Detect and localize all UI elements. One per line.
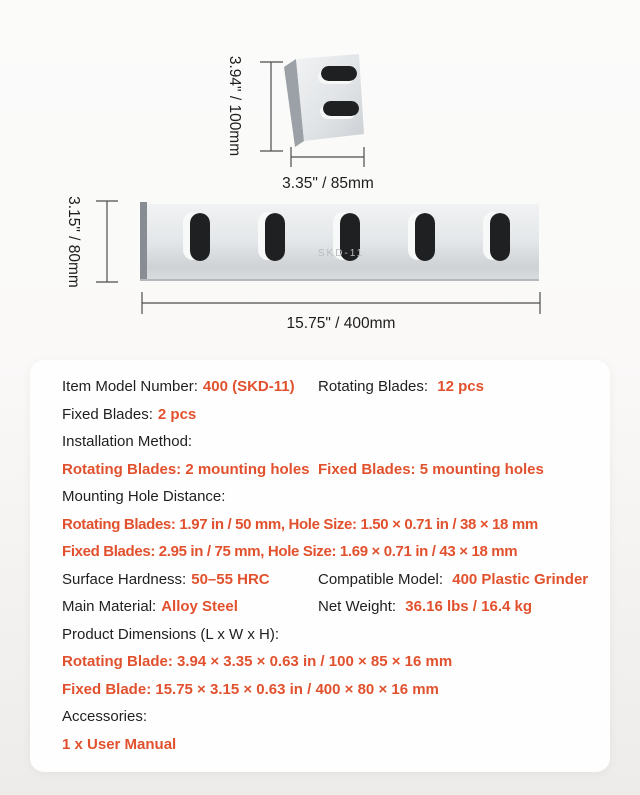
spec-label-compatible: Compatible Model: <box>318 570 444 588</box>
spec-row-dimensions-fixed <box>62 676 578 704</box>
spec-pair-model <box>62 378 318 395</box>
spec-row-accessories-heading <box>62 703 578 731</box>
spec-row-model <box>62 373 578 401</box>
spec-heading-installation: Installation Method: <box>62 433 193 451</box>
spec-pair-compatible <box>318 571 588 588</box>
spec-label-model: Item Model Number: <box>62 378 198 396</box>
spec-value-material: Alloy Steel <box>161 598 238 616</box>
spec-value-hole-distance-fixed: Fixed Blades: 2.95 in / 75 mm, Hole Size: 1.69 × 0.71 in / 43 × 18 mm <box>62 543 518 561</box>
spec-pair-rotating-count <box>318 378 484 395</box>
spec-value-weight: 36.16 lbs / 16.4 kg <box>405 598 533 616</box>
fixed-blade-top-highlight <box>147 202 539 204</box>
spec-pair-weight <box>318 598 532 615</box>
spec-label-hardness: Surface Hardness: <box>62 570 187 588</box>
fixed-blade-left-edge <box>140 202 147 281</box>
rotating-blade-width-label: 3.35" / 85mm <box>282 175 374 192</box>
spec-value-hardness: 50–55 HRC <box>191 570 270 588</box>
spec-value-hole-distance-rotating: Rotating Blades: 1.97 in / 50 mm, Hole Size: 1.50 × 0.71 in / 38 × 18 mm <box>62 515 538 533</box>
fixed-blade-bottom-edge <box>140 279 539 281</box>
diagram-canvas <box>0 0 640 350</box>
fixed-blade-drawing <box>140 202 539 281</box>
spec-row-hardness-compatible <box>62 566 589 594</box>
spec-col-installation-rotating <box>62 461 318 478</box>
spec-row-dimensions-rotating <box>62 648 578 676</box>
spec-label-material: Main Material: <box>62 598 157 616</box>
rotating-blade-slot <box>318 66 357 84</box>
spec-row-hole-distance-heading <box>62 483 578 511</box>
spec-row-material-weight <box>62 593 578 621</box>
spec-row-fixed-count <box>62 401 578 429</box>
spec-panel <box>30 360 610 772</box>
spec-value-model: 400 (SKD-11) <box>202 378 295 396</box>
fixed-blade-slot <box>483 212 510 261</box>
spec-value-installation-fixed: Fixed Blades: 5 mounting holes <box>318 460 544 478</box>
spec-value-dimensions-fixed: Fixed Blade: 15.75 × 3.15 × 0.63 in / 400 × 80 × 16 mm <box>62 680 439 698</box>
spec-heading-hole-distance: Mounting Hole Distance: <box>62 488 226 506</box>
spec-heading-dimensions: Product Dimensions (L x W x H): <box>62 625 279 643</box>
fixed-blade-width-label: 15.75" / 400mm <box>286 315 396 332</box>
spec-value-installation-rotating: Rotating Blades: 2 mounting holes <box>62 460 310 478</box>
spec-heading-accessories: Accessories: <box>62 708 148 726</box>
spec-label-weight: Net Weight: <box>318 598 397 616</box>
spec-value-rotating-count: 12 pcs <box>437 378 484 396</box>
spec-row-hole-distance-fixed <box>62 538 578 566</box>
spec-row-installation-heading <box>62 428 578 456</box>
spec-value-fixed-count: 2 pcs <box>157 405 197 423</box>
spec-row-installation-values <box>62 456 578 484</box>
spec-pair-hardness <box>62 571 318 588</box>
spec-row-accessories-value <box>62 731 578 759</box>
rotating-blade-slot <box>320 101 359 119</box>
spec-value-accessories: 1 x User Manual <box>62 735 177 753</box>
spec-value-dimensions-rotating: Rotating Blade: 3.94 × 3.35 × 0.63 in / 100 × 85 × 16 mm <box>62 653 453 671</box>
spec-value-compatible: 400 Plastic Grinder <box>452 570 589 588</box>
fixed-blade-height-label: 3.15" / 80mm <box>64 196 82 288</box>
fixed-blade-slot <box>183 212 210 261</box>
spec-label-fixed-count: Fixed Blades: <box>62 405 153 423</box>
fixed-blade-etched-marking: SKD-11 <box>317 248 365 259</box>
spec-row-hole-distance-rotating <box>62 511 578 539</box>
spec-label-rotating-count: Rotating Blades: <box>318 378 429 396</box>
rotating-blade-drawing <box>284 54 364 147</box>
blade-dimension-diagram <box>0 0 640 350</box>
spec-row-dimensions-heading <box>62 621 578 649</box>
spec-pair-material <box>62 598 318 615</box>
rotating-blade-height-label: 3.94" / 100mm <box>225 55 243 157</box>
fixed-blade-slot <box>258 212 285 261</box>
fixed-blade-slot <box>408 212 435 261</box>
